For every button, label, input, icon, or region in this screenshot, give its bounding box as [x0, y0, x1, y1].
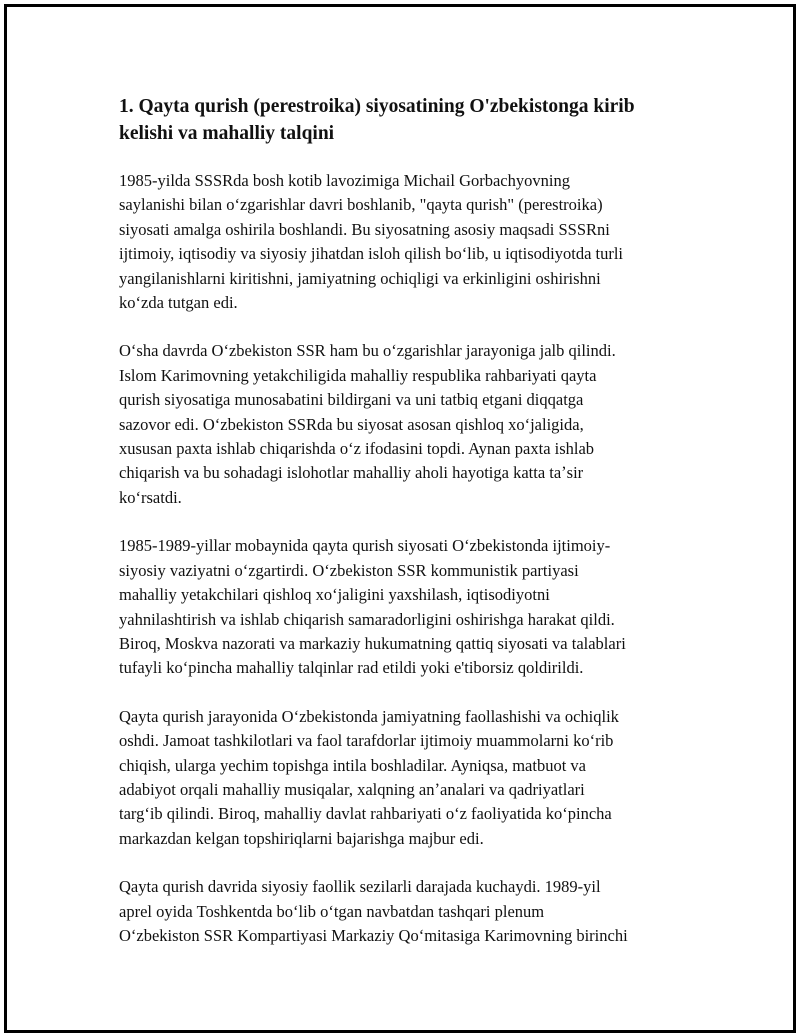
- text-line: ijtimoiy, iqtisodiy va siyosiy jihatdan isloh qilish boʻlib, u iqtisodiyotda turli: [119, 244, 624, 264]
- text-line: tufayli koʻpincha mahalliy talqinlar rad etildi yoki e'tiborsiz qoldirildi.: [119, 658, 584, 678]
- text-line: koʻzda tutgan edi.: [119, 293, 238, 313]
- text-line: xususan paxta ishlab chiqarishda oʻz ifodasini topdi. Aynan paxta ishlab: [119, 439, 595, 459]
- paragraph-2: [119, 339, 699, 510]
- text-line: siyosati amalga oshirila boshlandi. Bu siyosatning asosiy maqsadi SSSRni: [119, 219, 610, 239]
- text-line: Oʻsha davrda Oʻzbekiston SSR ham bu oʻzgarishlar jarayoniga jalb qilindi.: [119, 341, 616, 361]
- text-line: Biroq, Moskva nazorati va markaziy hukumatning qattiq siyosati va talablari: [119, 633, 626, 653]
- paragraph-4: [119, 705, 699, 851]
- text-line: 1985-yilda SSSRda bosh kotib lavozimiga Michail Gorbachyovning: [119, 171, 570, 190]
- text-line: 1985-1989-yillar mobaynida qayta qurish siyosati Oʻzbekistonda ijtimoiy-: [119, 536, 611, 556]
- paragraph-3: [119, 534, 699, 680]
- text-line: mahalliy yetakchilari qishloq xoʻjaligini yaxshilash, iqtisodiyotni: [119, 585, 550, 605]
- text-line: koʻrsatdi.: [119, 487, 182, 507]
- text-line: siyosiy vaziyatni oʻzgartirdi. Oʻzbekiston SSR kommunistik partiyasi: [119, 560, 579, 580]
- text-line: yahnilashtirish va ishlab chiqarish samaradorligini oshirishga harakat qildi.: [119, 609, 615, 629]
- text-line: Oʻzbekiston SSR Kompartiyasi Markaziy Qoʻmitasiga Karimovning birinchi: [119, 925, 628, 945]
- text-line: chiqish, ularga yechim topishga intila boshladilar. Ayniqsa, matbuot va: [119, 755, 586, 775]
- text-line: aprel oyida Toshkentda boʻlib oʻtgan navbatdan tashqari plenum: [119, 901, 545, 921]
- text-line: adabiyot orqali mahalliy musiqalar, xalqning anʼanalari va qadriyatlari: [119, 779, 585, 799]
- section-heading: [119, 93, 699, 147]
- text-line: markazdan kelgan topshiriqlarni bajarishga majbur edi.: [119, 828, 484, 848]
- text-line: qurish siyosatiga munosabatini bildirgani va uni tatbiq etgani diqqatga: [119, 390, 584, 410]
- text-line: Islom Karimovning yetakchiligida mahalliy respublika rahbariyati qayta: [119, 365, 597, 385]
- paragraph-5: [119, 875, 699, 948]
- heading-line: kelishi va mahalliy talqini: [119, 123, 335, 144]
- paragraph-1: [119, 169, 699, 315]
- text-line: saylanishi bilan oʻzgarishlar davri boshlanib, "qayta qurish" (perestroika): [119, 195, 603, 215]
- text-line: chiqarish va bu sohadagi islohotlar mahalliy aholi hayotiga katta taʼsir: [119, 463, 584, 483]
- text-line: Qayta qurish jarayonida Oʻzbekistonda jamiyatning faollashishi va ochiqlik: [119, 706, 619, 726]
- document-body: [119, 93, 699, 972]
- heading-line: 1. Qayta qurish (perestroika) siyosatining O'zbekistonga kirib: [119, 96, 635, 117]
- text-line: yangilanishlarni kiritishni, jamiyatning ochiqligi va erkinligini oshirishni: [119, 268, 601, 288]
- text-line: targʻib qilindi. Biroq, mahalliy davlat rahbariyati oʻz faoliyatida koʻpincha: [119, 804, 612, 824]
- text-line: oshdi. Jamoat tashkilotlari va faol tarafdorlar ijtimoiy muammolarni koʻrib: [119, 731, 614, 751]
- text-line: sazovor edi. Oʻzbekiston SSRda bu siyosat asosan qishloq xoʻjaligida,: [119, 414, 584, 434]
- text-line: Qayta qurish davrida siyosiy faollik sezilarli darajada kuchaydi. 1989-yil: [119, 877, 601, 897]
